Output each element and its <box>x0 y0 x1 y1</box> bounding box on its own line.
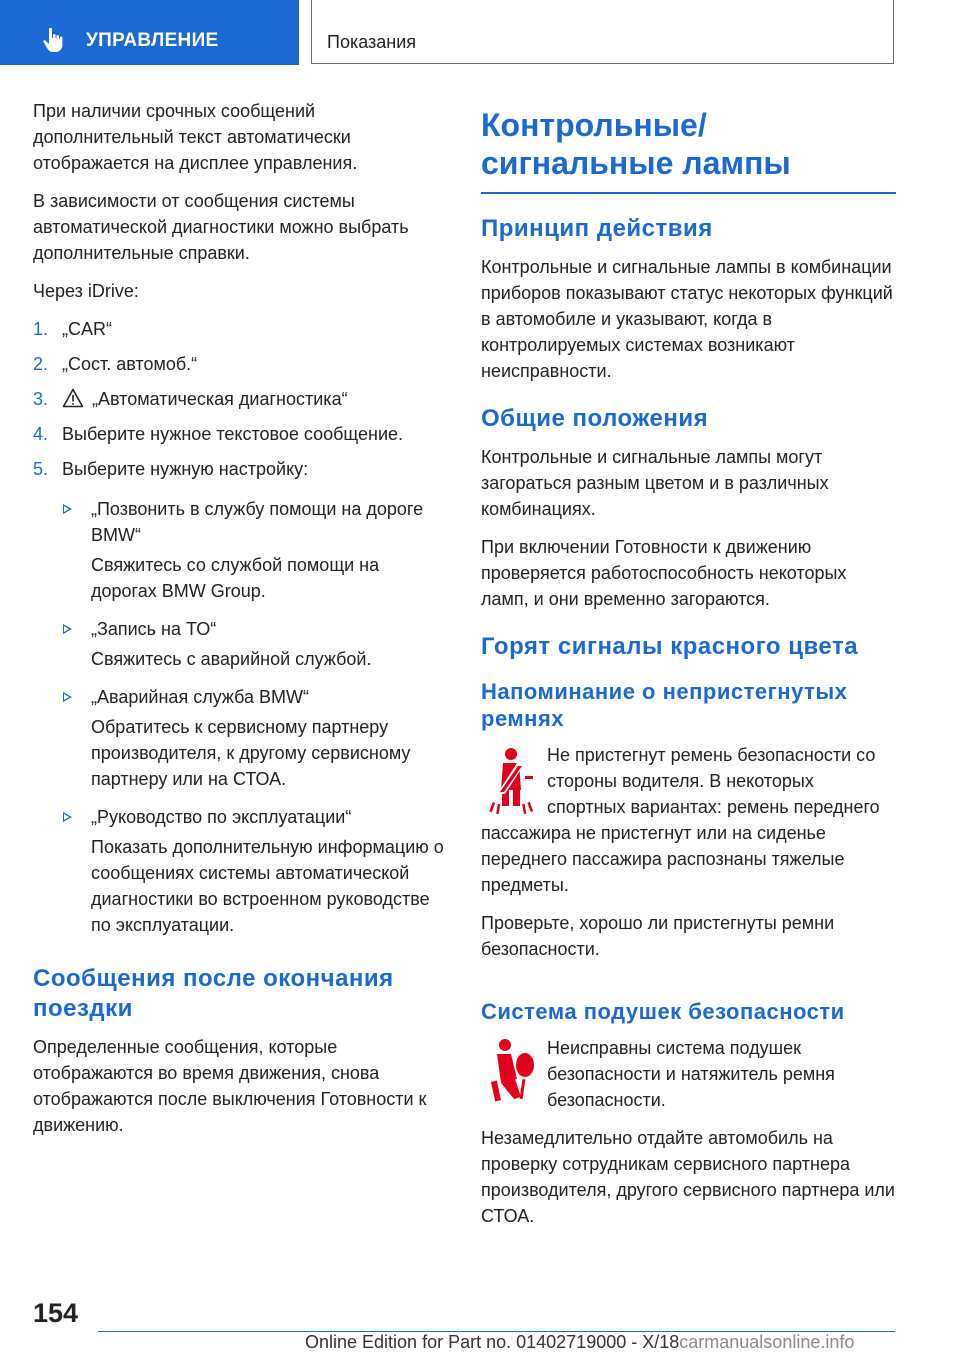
option-item <box>33 496 448 548</box>
section-heading: Горят сигналы красного цвета <box>481 632 859 660</box>
paragraph: Определенные сообщения, которые отображаются во время движения, снова отображаются после выключения Готовности к движению. <box>33 1037 427 1135</box>
list-item <box>33 351 448 377</box>
subsection-heading: Система подушек безопасности <box>481 998 845 1024</box>
option-title: „Запись на ТО“ <box>91 619 217 639</box>
step-number: 5. <box>33 459 49 479</box>
paragraph: Контрольные и сигнальные лампы могут загораться разным цветом и в различных комбинациях. <box>481 446 829 519</box>
step-text: „CAR“ <box>62 319 112 339</box>
option-title: „Аварийная служба BMW“ <box>91 687 310 707</box>
section-heading: Сообщения после окончания поездки <box>33 965 394 1022</box>
triangle-bullet-icon <box>63 812 72 822</box>
steps-list <box>33 316 448 482</box>
step-number: 3. <box>33 389 49 409</box>
option-title: „Руководство по эксплуатации“ <box>91 807 352 827</box>
left-column <box>33 98 448 1150</box>
option-title: „Позвонить в службу помощи на дороге BMW“ <box>91 499 424 545</box>
option-item <box>33 616 448 642</box>
paragraph: Контрольные и сигнальные лампы в комбинации приборов показывают статус некоторых функций в автомобиле и указывают, когда в контролируемых системах возникают неисправности. <box>481 256 893 381</box>
list-item <box>33 456 448 482</box>
option-description: Показать дополнительную информацию о сообщениях системы автоматической диагностики во встроенном руководстве по эксплуатации. <box>91 837 444 935</box>
triangle-bullet-icon <box>63 504 72 514</box>
paragraph: Незамедлительно отдайте автомобиль на проверку сотрудникам сервисного партнера производителя, другого сервисного партнера или СТОА. <box>481 1127 895 1226</box>
step-text: „Сост. автомоб.“ <box>62 354 198 374</box>
step-number: 4. <box>33 424 49 444</box>
watermark-text: carmanualsonline.info <box>679 1332 855 1352</box>
option-description: Свяжитесь со службой помощи на дорогах BMW Group. <box>91 555 380 601</box>
title-divider <box>481 192 896 194</box>
step-text: Выберите нужное текстовое сообщение. <box>62 424 404 444</box>
step-text: Выберите нужную настройку: <box>62 459 309 479</box>
paragraph: Проверьте, хорошо ли пристегнуты ремни безопасности. <box>481 912 835 959</box>
step-text: „Автоматическая диагностика“ <box>92 389 348 409</box>
list-item <box>33 316 448 342</box>
section-name: УПРАВЛЕНИЕ <box>86 30 219 51</box>
triangle-bullet-icon <box>63 692 72 702</box>
page-header <box>311 0 894 64</box>
right-column <box>481 98 896 1241</box>
list-item <box>33 421 448 447</box>
seatbelt-warning-icon <box>481 742 547 820</box>
options-list <box>33 496 448 938</box>
triangle-bullet-icon <box>63 624 72 634</box>
step-number: 1. <box>33 319 49 339</box>
footer <box>305 1332 854 1353</box>
section-tab[interactable] <box>0 0 299 65</box>
paragraph: При включении Готовности к движению проверяется работоспособность некоторых ламп, и они временно загораются. <box>481 536 847 609</box>
edition-text: Online Edition for Part no. 01402719000 - X/18 <box>305 1332 680 1352</box>
airbag-warning-block <box>481 1035 896 1113</box>
airbag-warning-icon <box>481 1035 547 1113</box>
paragraph: В зависимости от сообщения системы автоматической диагностики можно выбрать дополнительные справки. <box>33 191 409 263</box>
list-item <box>33 386 448 412</box>
chapter-title: Показания <box>327 32 417 52</box>
subsection-heading: Напоминание о непристегнутых ремнях <box>481 678 848 731</box>
option-description: Свяжитесь с аварийной службой. <box>91 649 372 669</box>
option-item <box>33 684 448 710</box>
seatbelt-warning-block <box>481 742 896 898</box>
section-heading: Принцип действия <box>481 214 713 242</box>
step-number: 2. <box>33 354 49 374</box>
warning-triangle-icon <box>62 388 84 408</box>
paragraph: Через iDrive: <box>33 281 139 301</box>
option-description: Обратитесь к сервисному партнеру производителя, к другому сервисному партнеру или на СТОА. <box>91 717 411 789</box>
page-number: 154 <box>33 1298 79 1328</box>
paragraph: Не пристегнут ремень безопасности со стороны водителя. В некоторых спортных вариантах: ремень переднего пассажира не пристегнут или на сиденье переднего пассажира распознаны тяжелые предметы. <box>481 744 880 895</box>
paragraph: Неисправны система подушек безопасности и натяжитель ремня безопасности. <box>547 1037 835 1110</box>
page-title: Контрольные/сигнальные лампы <box>481 107 791 181</box>
hand-pointer-icon <box>40 26 68 54</box>
paragraph: При наличии срочных сообщений дополнительный текст автоматически отображается на дисплее управления. <box>33 101 358 173</box>
option-item <box>33 804 448 830</box>
section-heading: Общие положения <box>481 404 709 432</box>
